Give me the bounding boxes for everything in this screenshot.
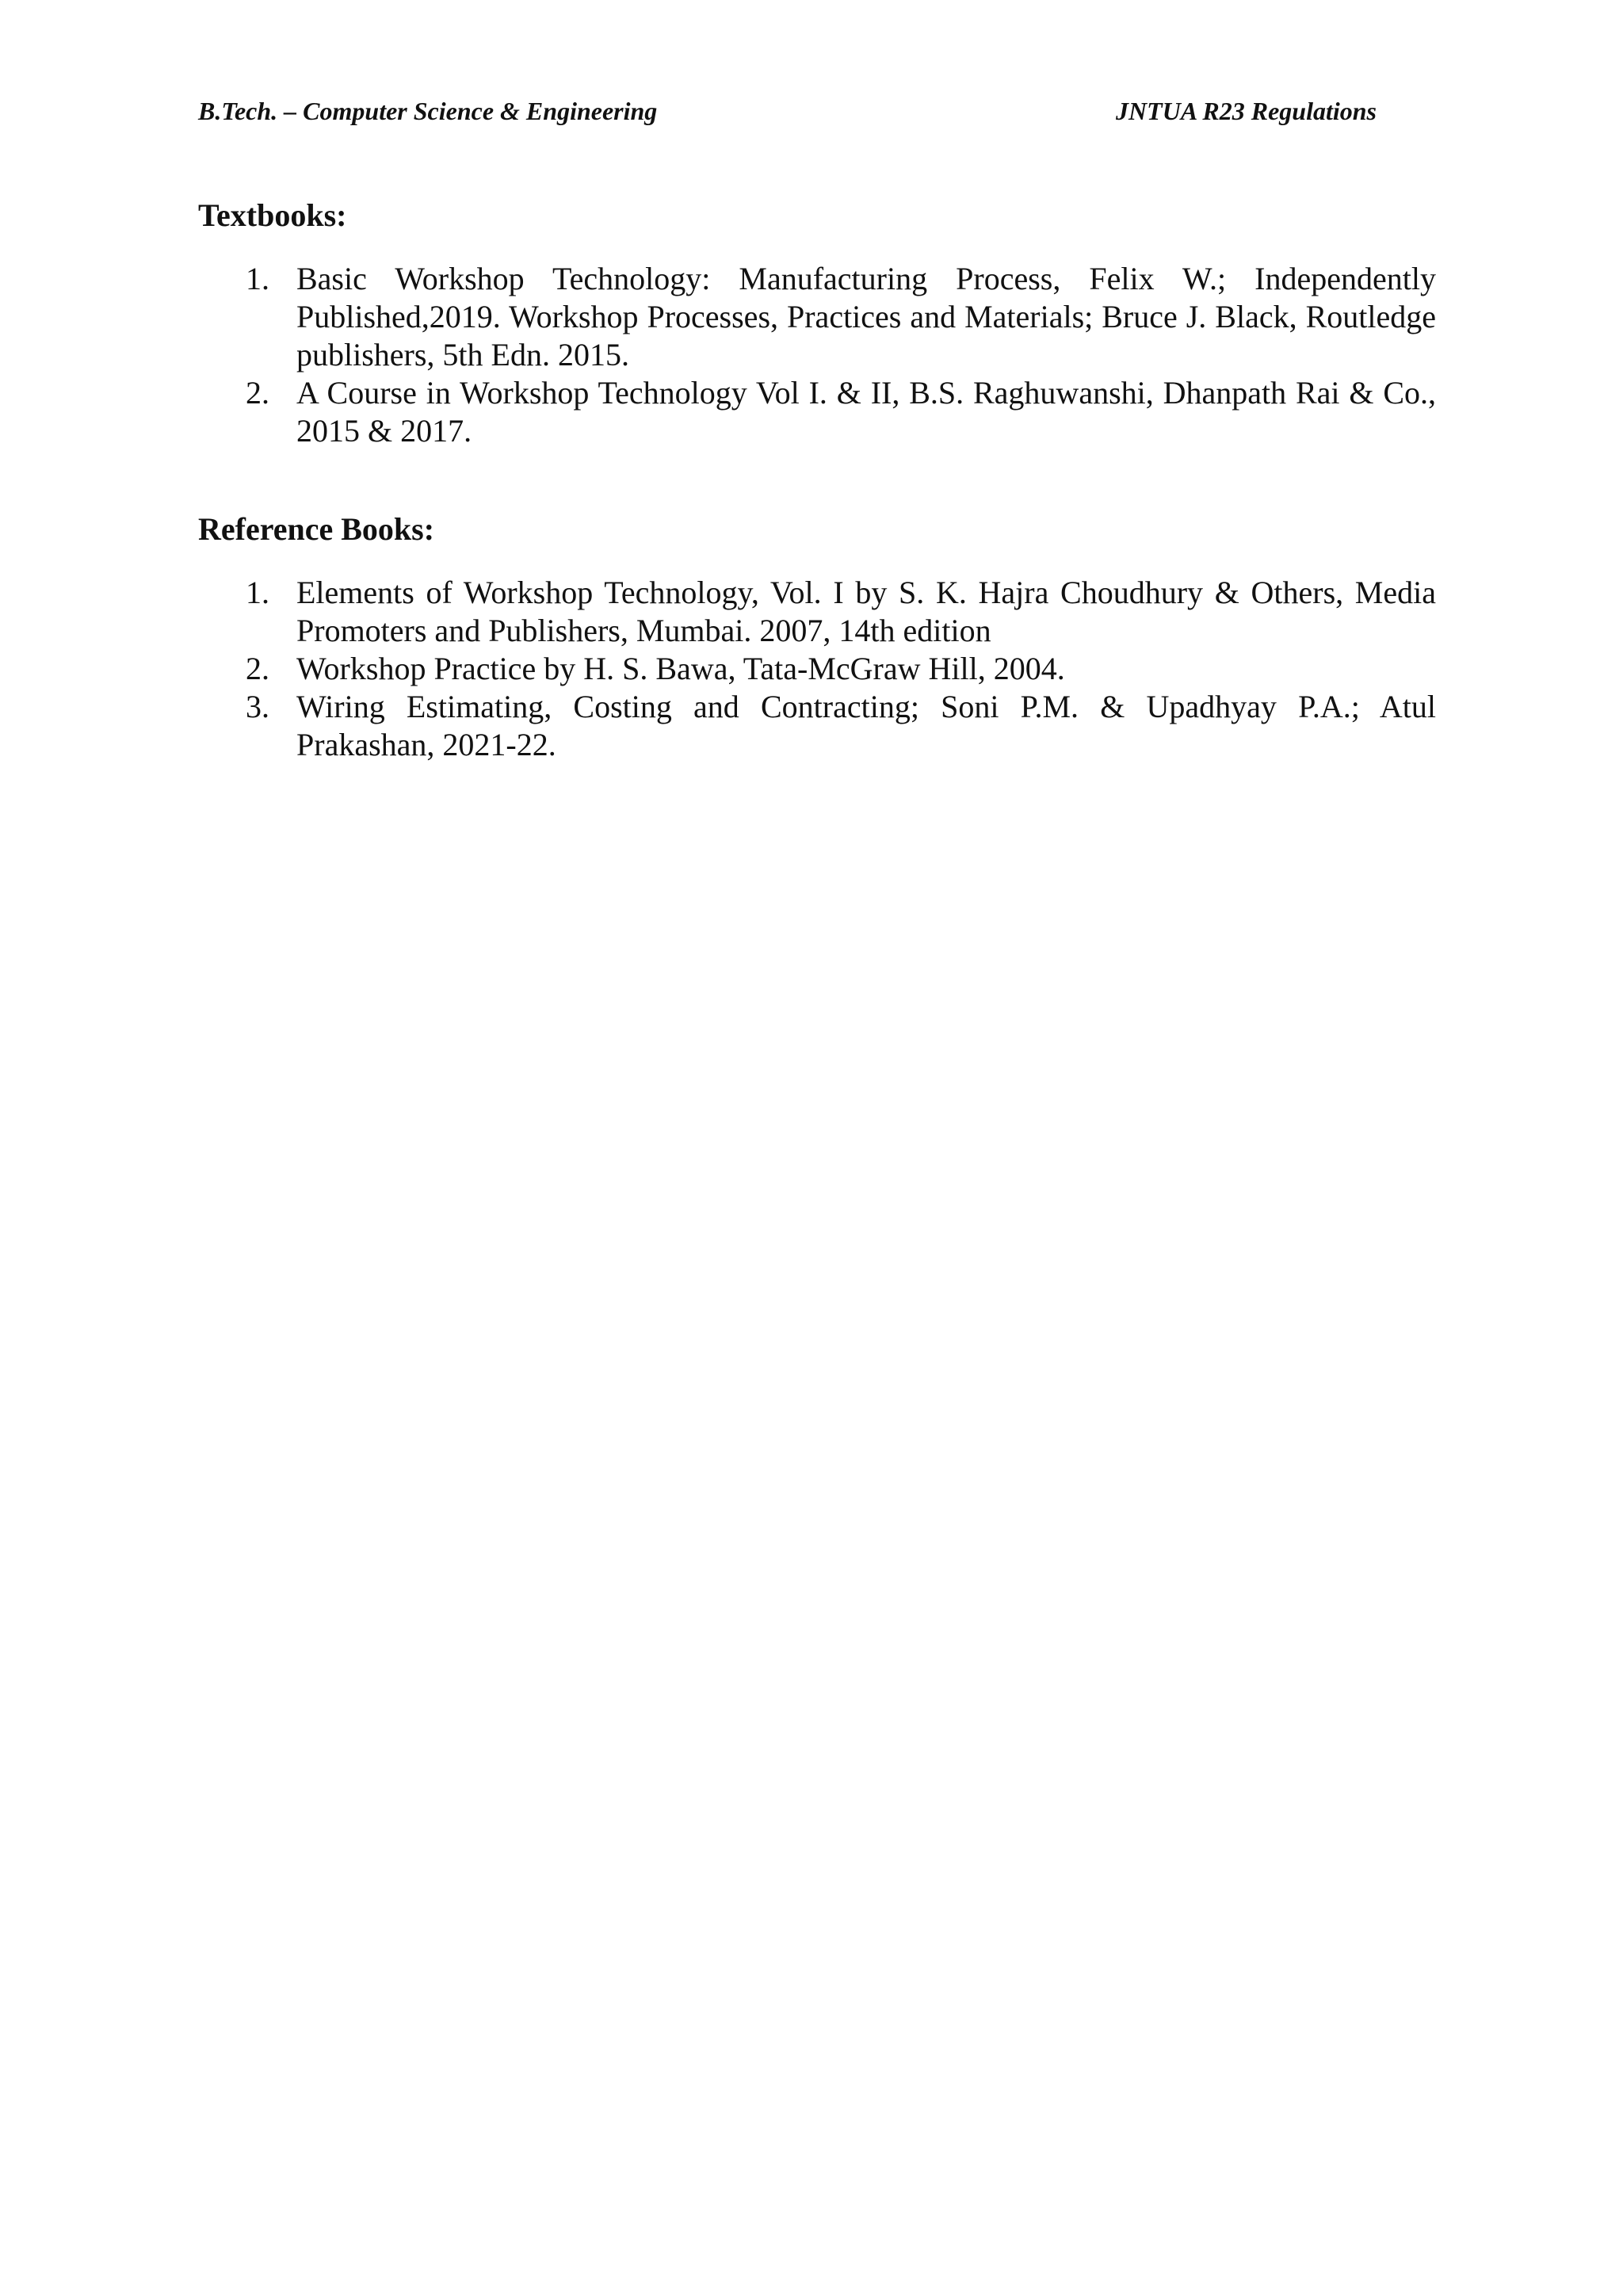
list-item bbox=[198, 260, 1436, 374]
list-item-number: 1. bbox=[246, 575, 269, 610]
list-item-text: Wiring Estimating, Costing and Contracting; Soni P.M. & Upadhyay P.A.; Atul Prakashan, 2021-22. bbox=[296, 689, 1436, 762]
textbooks-list bbox=[198, 260, 1436, 450]
textbooks-heading: Textbooks: bbox=[198, 197, 347, 233]
list-item-text: A Course in Workshop Technology Vol I. & II, B.S. Raghuwanshi, Dhanpath Rai & Co., 2015 & 2017. bbox=[296, 375, 1436, 449]
list-item-text: Elements of Workshop Technology, Vol. I by S. K. Hajra Choudhury & Others, Media Promoters and Publishers, Mumbai. 2007, 14th edition bbox=[296, 575, 1436, 648]
header-regulations: JNTUA R23 Regulations bbox=[1116, 97, 1377, 125]
list-item bbox=[198, 688, 1436, 764]
list-item bbox=[198, 574, 1436, 650]
reference-books-heading: Reference Books: bbox=[198, 511, 435, 547]
list-item-text: Basic Workshop Technology: Manufacturing Process, Felix W.; Independently Published,2019. Workshop Processes, Practices and Materials; Bruce J. Black, Routledge publishers, 5th Edn. 2015. bbox=[296, 261, 1436, 372]
list-item-text: Workshop Practice by H. S. Bawa, Tata-McGraw Hill, 2004. bbox=[296, 651, 1065, 686]
list-item-number: 1. bbox=[246, 261, 269, 296]
header-program-title: B.Tech. – Computer Science & Engineering bbox=[198, 97, 658, 125]
reference-books-list bbox=[198, 574, 1436, 764]
page-header bbox=[198, 97, 1377, 133]
list-item bbox=[198, 374, 1436, 450]
list-item-number: 2. bbox=[246, 375, 269, 411]
list-item bbox=[198, 650, 1436, 688]
list-item-number: 3. bbox=[246, 689, 269, 724]
list-item-number: 2. bbox=[246, 651, 269, 686]
